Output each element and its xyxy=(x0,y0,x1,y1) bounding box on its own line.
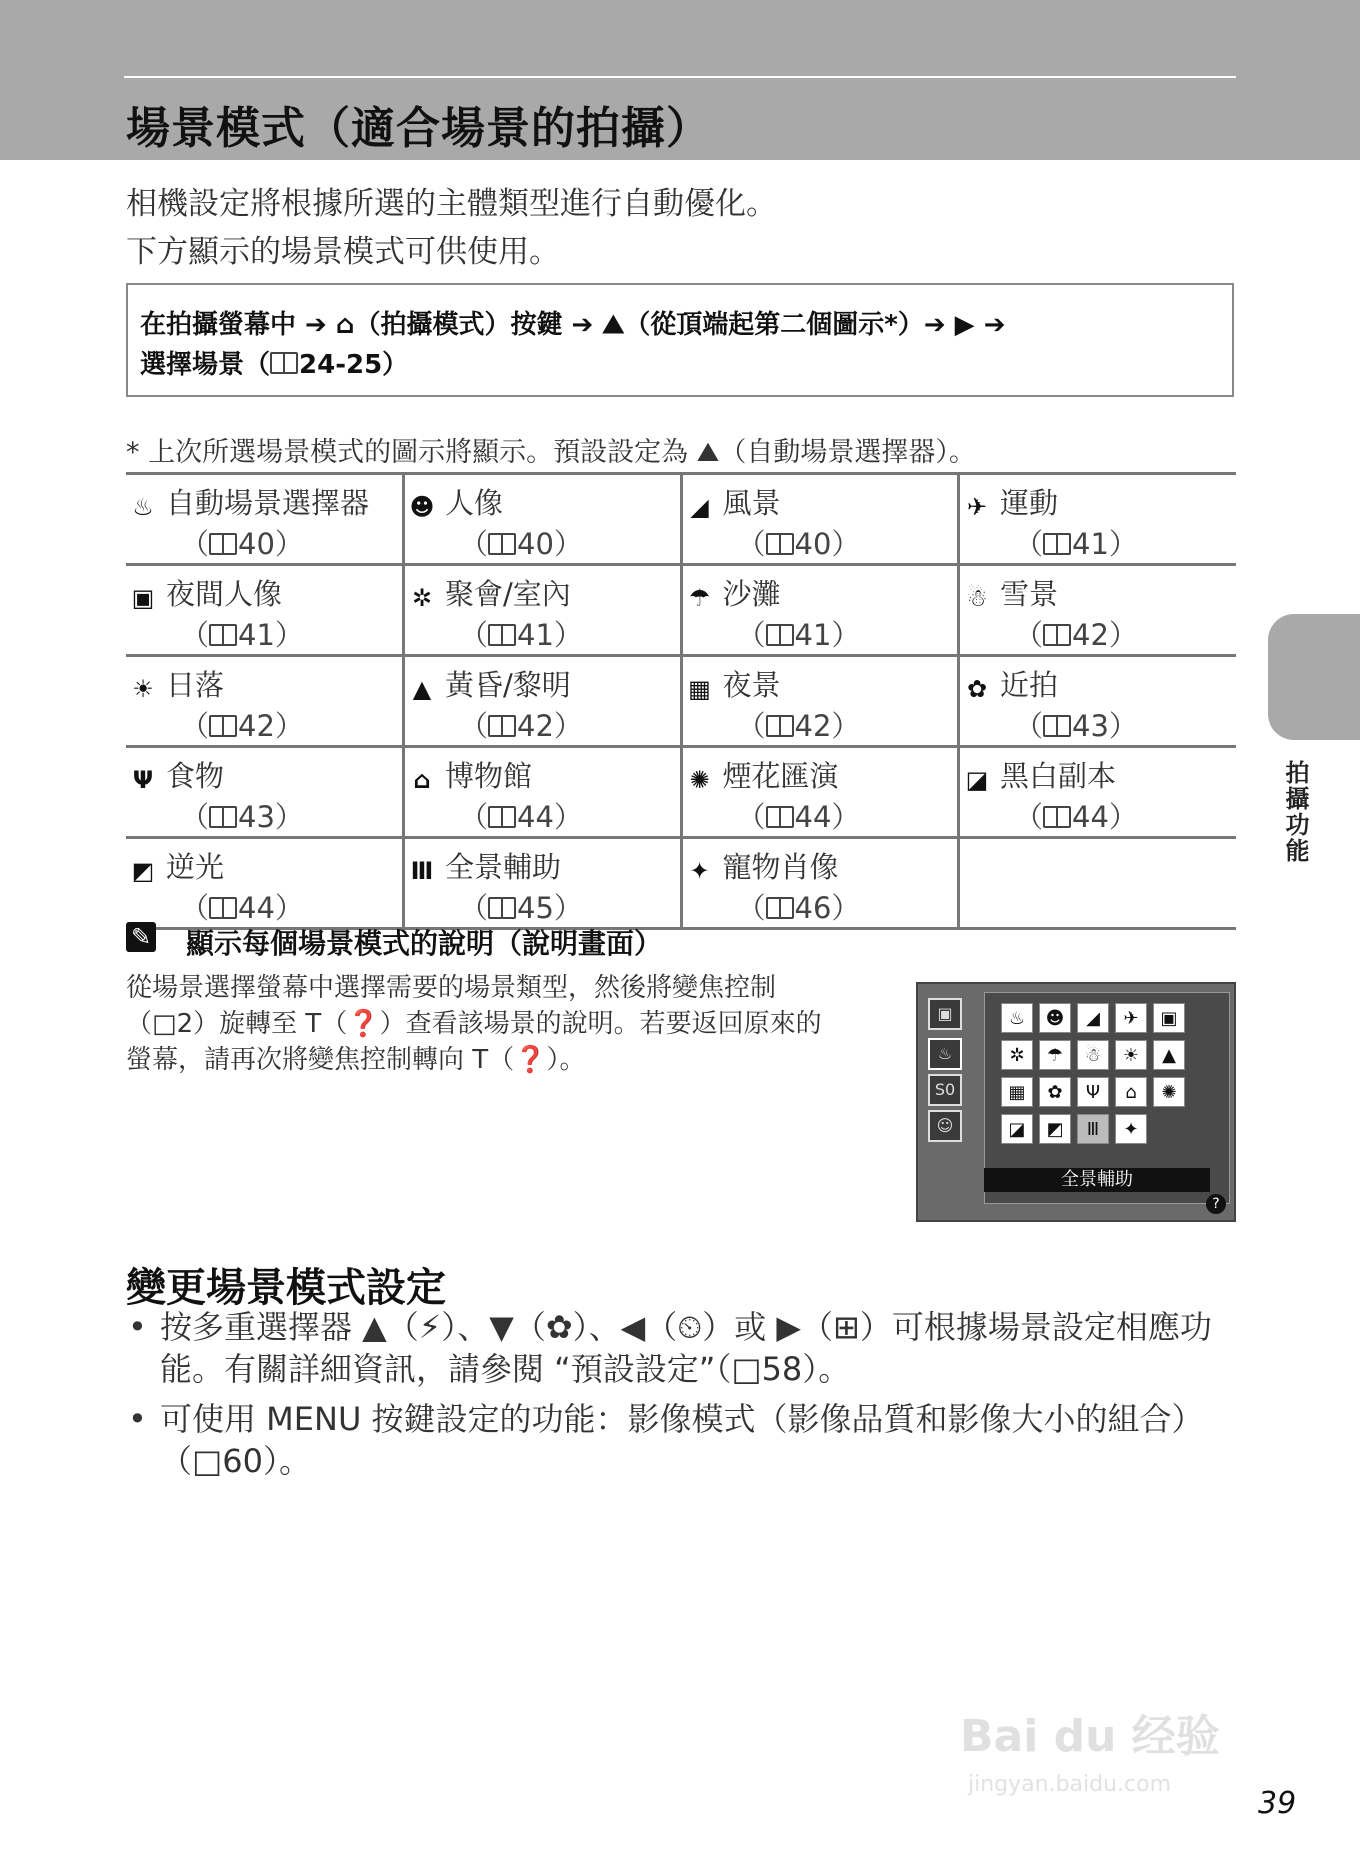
mode-name: 日落 xyxy=(166,668,225,702)
mode-name-line xyxy=(683,663,958,704)
screen-scene-icon: Ψ xyxy=(1077,1077,1109,1107)
book-icon xyxy=(209,533,237,555)
screen-scene-icon: ☂ xyxy=(1039,1040,1071,1070)
mode-reference: （ 41） xyxy=(1014,527,1138,561)
mode-name: 全景輔助 xyxy=(445,850,562,884)
mode-name-line xyxy=(960,754,1236,795)
scene-mode-icon: ☂ xyxy=(688,584,711,612)
scene-mode-icon: ✿ xyxy=(966,675,988,703)
mode-reference: （ 43） xyxy=(1014,709,1138,743)
mode-name: 自動場景選擇器 xyxy=(166,486,370,520)
book-icon xyxy=(1043,533,1071,555)
page-ref: 41） xyxy=(238,618,304,652)
screen-scene-icon: ✲ xyxy=(1001,1040,1033,1070)
page-ref: 44） xyxy=(238,891,304,925)
page-ref: 44） xyxy=(517,800,583,834)
mode-name-line xyxy=(405,663,680,704)
book-icon xyxy=(209,715,237,737)
book-icon xyxy=(1043,715,1071,737)
mode-reference: （ 41） xyxy=(180,618,304,652)
screen-scene-icon: ✈ xyxy=(1115,1003,1147,1033)
menu-path-text: 選擇場景（ xyxy=(140,350,271,380)
scene-mode-icon: ✦ xyxy=(689,857,710,885)
page-ref: 43） xyxy=(1072,709,1138,743)
mode-name-line xyxy=(126,845,402,886)
table-row xyxy=(126,656,1236,747)
book-icon xyxy=(766,624,794,646)
screen-scene-icon: ♨ xyxy=(1001,1003,1033,1033)
mode-reference: （ 46） xyxy=(736,891,861,925)
page-ref: 41） xyxy=(517,618,583,652)
mode-name-line xyxy=(683,572,958,613)
mode-reference: （ 44） xyxy=(736,800,861,834)
scene-mode-icon: Ⅲ xyxy=(410,857,434,885)
chapter-tab xyxy=(1268,614,1360,740)
mode-name: 逆光 xyxy=(166,850,225,884)
page-ref: 42） xyxy=(238,709,304,743)
mode-reference: （ 45） xyxy=(459,891,583,925)
book-icon xyxy=(1043,624,1071,646)
scene-mode-cell xyxy=(404,474,682,565)
page-ref: 41） xyxy=(1072,527,1138,561)
mode-name: 夜間人像 xyxy=(166,577,283,611)
mode-reference: （ 41） xyxy=(736,618,861,652)
scene-mode-cell xyxy=(126,565,404,656)
book-icon xyxy=(766,897,794,919)
scene-mode-cell xyxy=(681,474,959,565)
mode-reference: （ 40） xyxy=(736,527,861,561)
scene-mode-icon: ◪ xyxy=(965,766,989,794)
scene-mode-cell xyxy=(681,565,959,656)
page-ref: 41） xyxy=(794,618,861,652)
intro-line-1: 相機設定將根據所選的主體類型進行自動優化。 xyxy=(126,186,777,222)
mode-reference: （ 41） xyxy=(459,618,583,652)
screen-scene-icon: ◢ xyxy=(1077,1003,1109,1033)
mode-name: 運動 xyxy=(1000,486,1059,520)
mode-name: 夜景 xyxy=(722,668,781,702)
screen-shooting-mode-icon: ▣ xyxy=(928,998,962,1030)
book-icon xyxy=(488,533,516,555)
screen-scene-icon: ☃ xyxy=(1077,1040,1109,1070)
page-ref: 42） xyxy=(794,709,861,743)
tip-line-3: 螢幕，請再次將變焦控制轉向 T（❓）。 xyxy=(126,1045,586,1075)
mode-name-line xyxy=(126,754,402,795)
help-icon: ? xyxy=(1206,1194,1226,1214)
scene-mode-cell xyxy=(404,747,682,838)
table-row xyxy=(126,747,1236,838)
mode-reference: （ 40） xyxy=(180,527,304,561)
scene-mode-icon: ⌂ xyxy=(413,766,431,794)
book-icon xyxy=(488,806,516,828)
mode-name: 雪景 xyxy=(1000,577,1059,611)
page-ref: 44） xyxy=(1072,800,1138,834)
mode-reference: （ 44） xyxy=(1014,800,1138,834)
bullet-item-2: • 可使用 MENU 按鍵設定的功能：影像模式（影像品質和影像大小的組合）（□60）。 xyxy=(126,1398,1238,1482)
book-icon xyxy=(766,806,794,828)
scene-mode-icon: ✈ xyxy=(966,493,988,521)
chapter-label: 拍攝功能 xyxy=(1281,760,1309,864)
scene-mode-cell xyxy=(959,656,1237,747)
footnote: * 上次所選場景模式的圖示將顯示。預設設定為 ⛰（自動場景選擇器）。 xyxy=(126,437,976,468)
mode-name-line xyxy=(960,481,1236,522)
mode-name-line xyxy=(126,481,402,522)
mode-name-line xyxy=(126,572,402,613)
page-ref: 42） xyxy=(1072,618,1138,652)
mode-name-line xyxy=(405,481,680,522)
header-rule xyxy=(124,76,1236,78)
table-row xyxy=(126,838,1236,929)
page-ref: 46） xyxy=(794,891,861,925)
mode-name: 食物 xyxy=(166,759,225,793)
mode-name: 博物館 xyxy=(445,759,533,793)
scene-mode-table xyxy=(126,472,1236,930)
book-icon xyxy=(766,533,794,555)
mode-name-line xyxy=(960,572,1236,613)
mode-name-line xyxy=(405,754,680,795)
scene-mode-icon: ♨ xyxy=(132,493,154,521)
book-icon xyxy=(488,715,516,737)
book-icon xyxy=(209,806,237,828)
mode-reference: （ 42） xyxy=(1014,618,1138,652)
scene-mode-icon: Ψ xyxy=(132,766,154,794)
book-icon xyxy=(766,715,794,737)
scene-mode-icon: ☃ xyxy=(966,584,988,612)
scene-mode-cell xyxy=(959,474,1237,565)
scene-mode-cell xyxy=(126,474,404,565)
page-number: 39 xyxy=(1258,1786,1297,1821)
scene-mode-icon: ☻ xyxy=(409,493,435,521)
page-ref: 42） xyxy=(517,709,583,743)
scene-mode-icon: ▦ xyxy=(688,675,711,703)
mode-reference: （ 44） xyxy=(180,891,304,925)
screen-scene-icon: ▣ xyxy=(1153,1003,1185,1033)
book-icon xyxy=(488,897,516,919)
scene-mode-cell xyxy=(681,747,959,838)
pencil-note-icon: ✎ xyxy=(126,922,156,952)
section-title: 變更場景模式設定 xyxy=(126,1265,446,1311)
tip-line-1: 從場景選擇螢幕中選擇需要的場景類型，然後將變焦控制 xyxy=(126,973,777,1003)
page-title: 場景模式（適合場景的拍攝） xyxy=(126,103,711,154)
book-icon xyxy=(488,624,516,646)
screen-face-icon: ☺ xyxy=(928,1110,962,1142)
section-bullets xyxy=(126,1306,1238,1490)
scene-mode-icon: ▣ xyxy=(131,584,155,612)
scene-mode-cell xyxy=(404,838,682,929)
scene-mode-icon: ☀ xyxy=(132,675,154,703)
tip-body xyxy=(126,970,886,1078)
page-ref: 44） xyxy=(794,800,861,834)
mode-name: 聚會/室內 xyxy=(445,577,571,611)
mode-name: 黃昏/黎明 xyxy=(445,668,571,702)
mode-name-line xyxy=(683,754,958,795)
scene-mode-cell xyxy=(959,838,1237,929)
mode-name-line xyxy=(683,481,958,522)
page-ref: 45） xyxy=(517,891,583,925)
scene-mode-cell xyxy=(404,656,682,747)
bullet-item-1: • 按多重選擇器 ▲（⚡）、▼（✿）、◀（⏲）或 ▶（⊞）可根據場景設定相應功能。有關詳細資訊，請參閱 “預設設定”（□58）。 xyxy=(126,1306,1238,1390)
scene-mode-icon: ✲ xyxy=(411,584,433,612)
menu-path-ref: 24-25） xyxy=(299,350,409,380)
scene-mode-icon: ✺ xyxy=(689,766,710,794)
screen-selected-label: 全景輔助 xyxy=(984,1168,1210,1192)
screen-scene-icon: ⌂ xyxy=(1115,1077,1147,1107)
mode-reference: （ 42） xyxy=(459,709,583,743)
mode-name: 近拍 xyxy=(1000,668,1059,702)
book-icon xyxy=(209,624,237,646)
screen-scene-icon: ✺ xyxy=(1153,1077,1185,1107)
scene-mode-cell xyxy=(959,747,1237,838)
mode-name: 黑白副本 xyxy=(1000,759,1117,793)
book-icon xyxy=(209,897,237,919)
table-row xyxy=(126,474,1236,565)
menu-path-line-2 xyxy=(140,345,1232,385)
tip-line-2: （□2）旋轉至 T（❓）查看該場景的說明。若要返回原來的 xyxy=(126,1009,822,1039)
screen-smart-portrait-icon: S0 xyxy=(928,1074,962,1106)
mode-name: 風景 xyxy=(722,486,781,520)
screen-scene-icon: ▲ xyxy=(1153,1040,1185,1070)
table-row xyxy=(126,565,1236,656)
mode-name: 寵物肖像 xyxy=(722,850,839,884)
mode-reference: （ 40） xyxy=(459,527,583,561)
screen-scene-icon: ☀ xyxy=(1115,1040,1147,1070)
scene-mode-cell xyxy=(404,565,682,656)
mode-name-line xyxy=(405,845,680,886)
mode-name: 煙花匯演 xyxy=(722,759,839,793)
scene-mode-cell xyxy=(126,656,404,747)
screen-scene-icon: ◪ xyxy=(1001,1114,1033,1144)
tip-heading: 顯示每個場景模式的說明（說明畫面） xyxy=(186,927,663,960)
scene-mode-cell xyxy=(681,838,959,929)
screen-scene-icon: ▦ xyxy=(1001,1077,1033,1107)
mode-name-line xyxy=(683,845,958,886)
scene-mode-cell xyxy=(126,747,404,838)
mode-name: 沙灘 xyxy=(722,577,781,611)
scene-mode-cell xyxy=(681,656,959,747)
page-ref: 40） xyxy=(517,527,583,561)
book-icon xyxy=(270,352,298,374)
scene-mode-cell xyxy=(959,565,1237,656)
scene-mode-icon: ◢ xyxy=(690,493,709,521)
mode-reference: （ 42） xyxy=(736,709,861,743)
book-icon xyxy=(1043,806,1071,828)
mode-name-line xyxy=(405,572,680,613)
mode-reference: （ 42） xyxy=(180,709,304,743)
watermark-url: jingyan.baidu.com xyxy=(968,1772,1172,1797)
scene-mode-cell xyxy=(126,838,404,929)
scene-mode-icon: ▲ xyxy=(412,675,432,703)
intro-line-2: 下方顯示的場景模式可供使用。 xyxy=(126,234,560,270)
mode-name-line xyxy=(960,663,1236,704)
screen-scene-icon: ☻ xyxy=(1039,1003,1071,1033)
screen-scene-icon: Ⅲ xyxy=(1077,1114,1109,1144)
page-ref: 40） xyxy=(794,527,861,561)
scene-mode-icon: ◩ xyxy=(131,857,155,885)
screen-scene-icon: ✦ xyxy=(1115,1114,1147,1144)
mode-name-line xyxy=(126,663,402,704)
watermark-logo: Bai du 经验 xyxy=(960,1711,1220,1762)
screen-scene-icon: ◩ xyxy=(1039,1114,1071,1144)
mode-reference: （ 44） xyxy=(459,800,583,834)
menu-path-line-1: 在拍攝螢幕中 ➔ ⌂（拍攝模式）按鍵 ➔ ⛰（從頂端起第二個圖示*）➔ ▶ ➔ xyxy=(140,310,1006,340)
menu-path-box xyxy=(126,283,1234,397)
page-ref: 40） xyxy=(238,527,304,561)
mode-reference: （ 43） xyxy=(180,800,304,834)
page-ref: 43） xyxy=(238,800,304,834)
screen-scene-icon: ✿ xyxy=(1039,1077,1071,1107)
screen-scene-mode-icon: ♨ xyxy=(928,1038,962,1070)
mode-name: 人像 xyxy=(445,486,504,520)
camera-screen-illustration xyxy=(916,982,1236,1222)
